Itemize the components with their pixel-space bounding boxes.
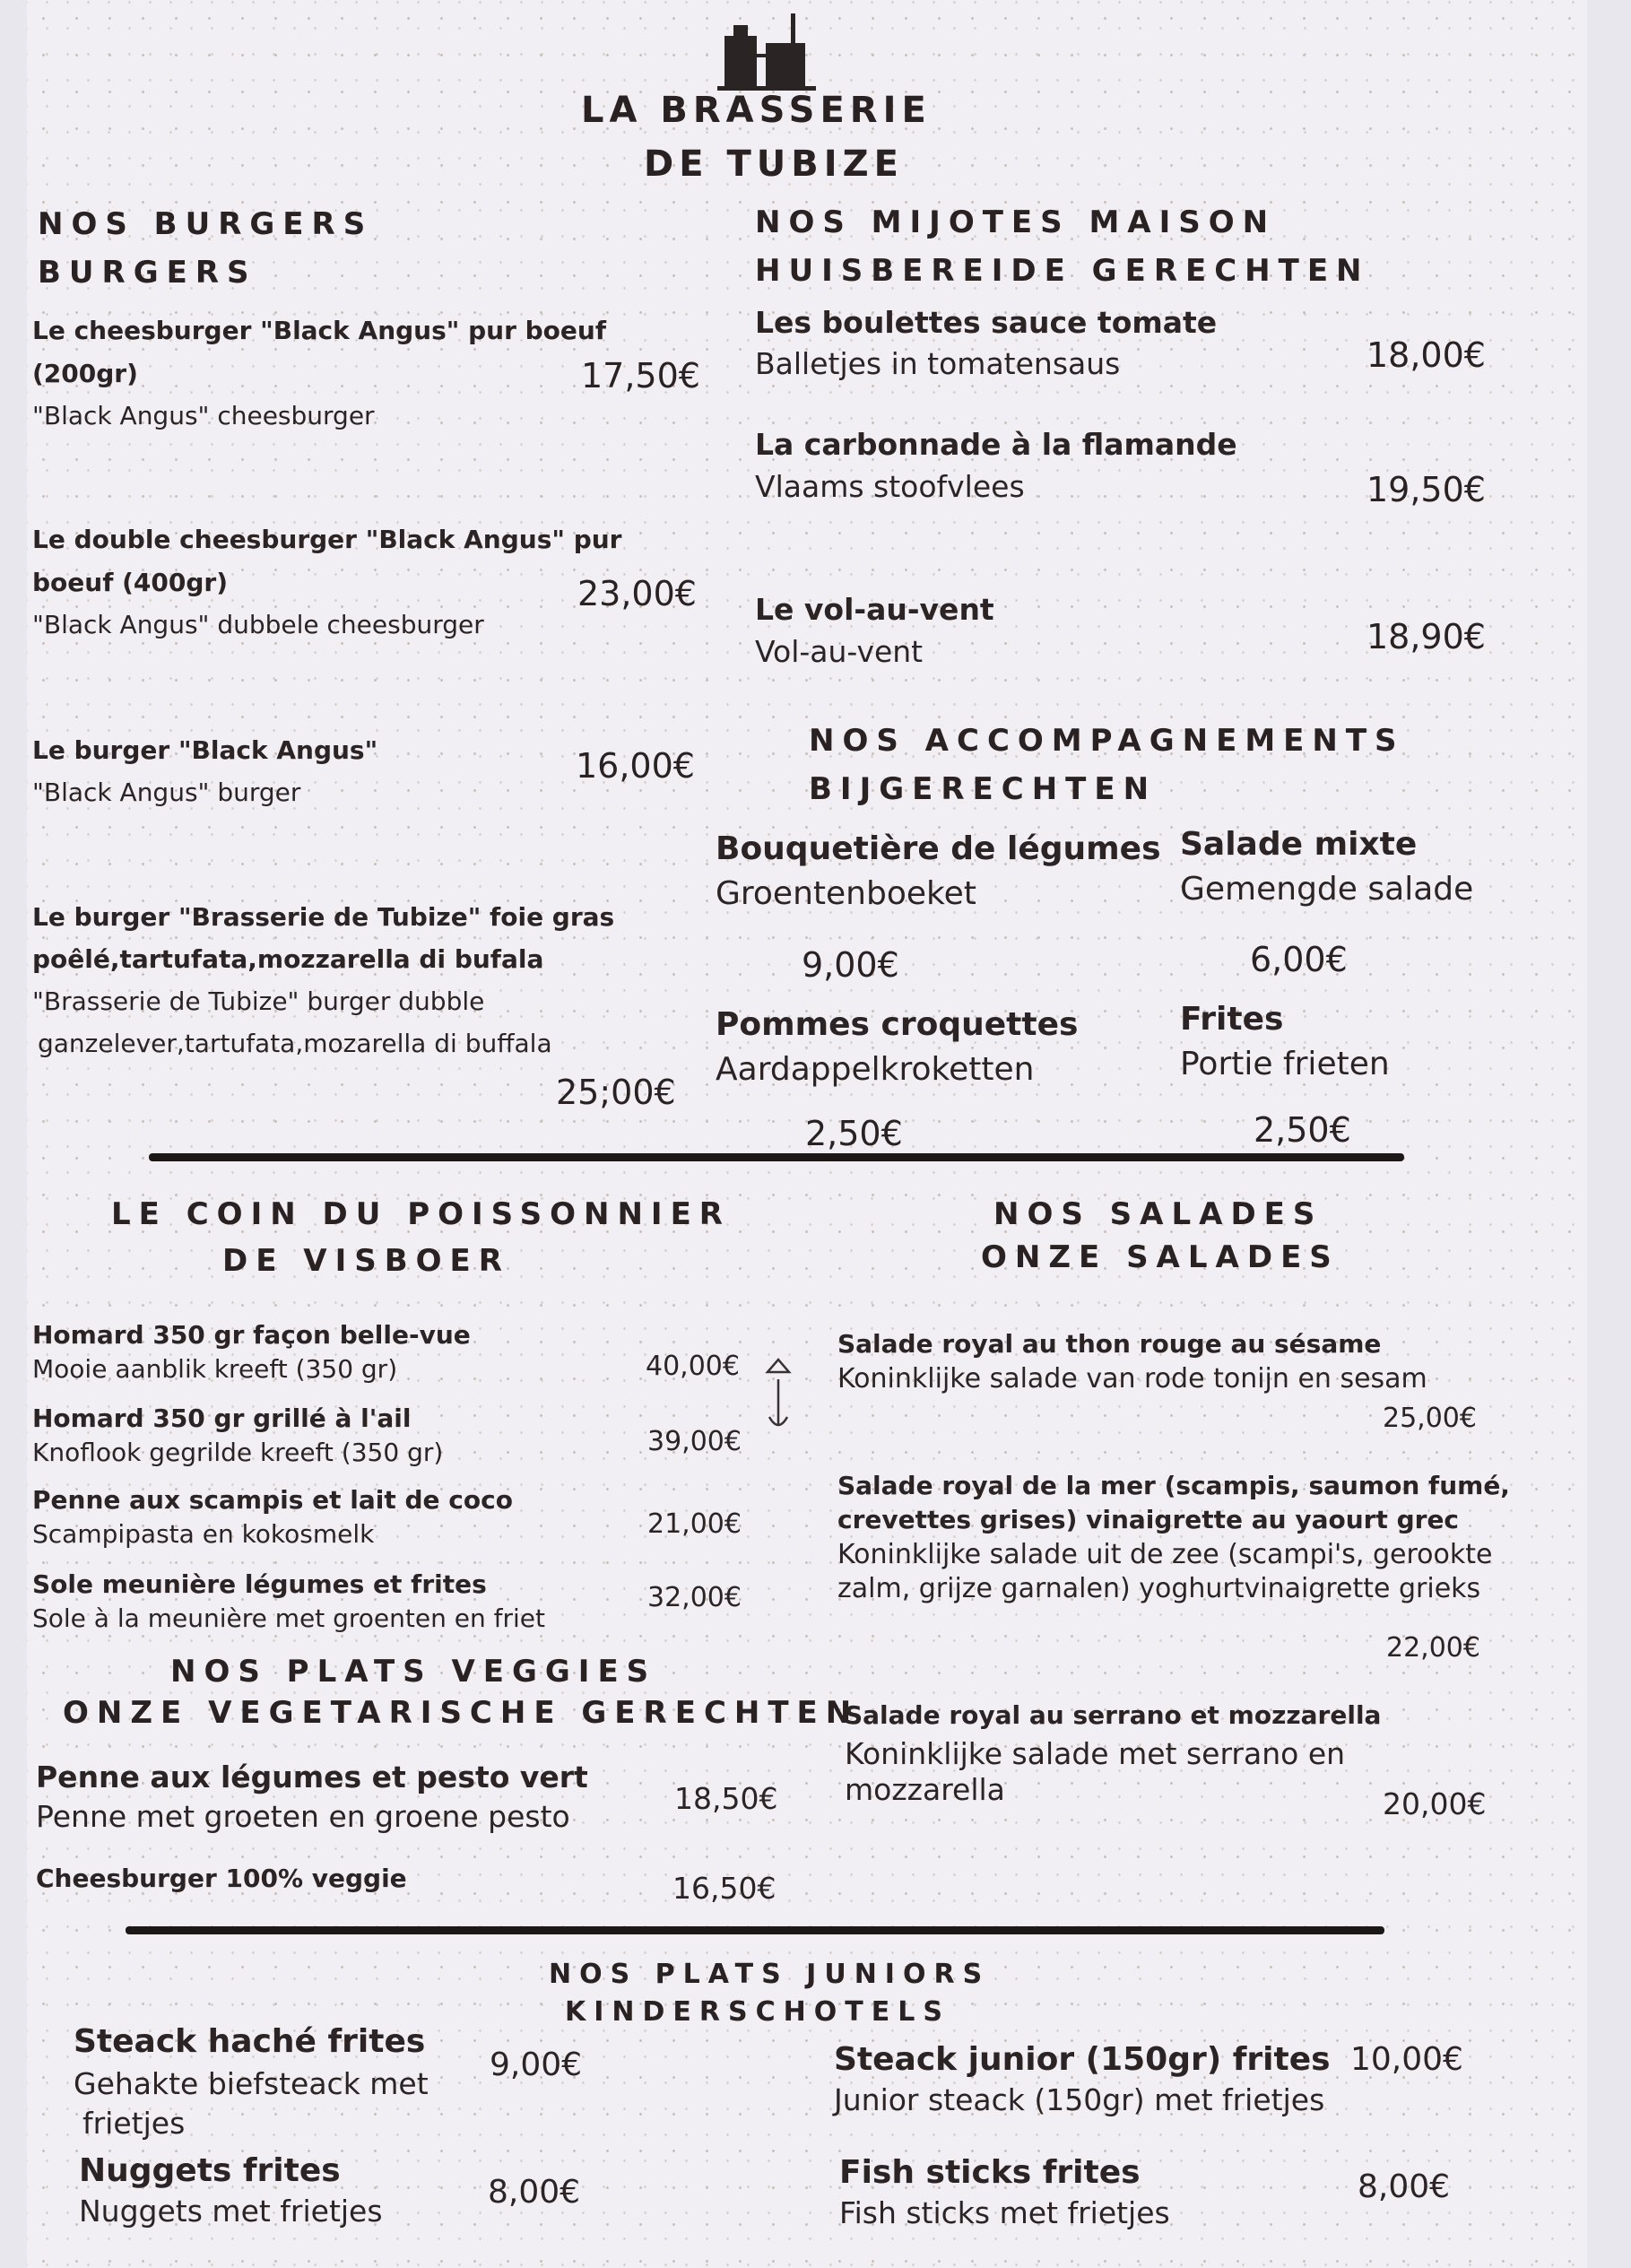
menu-item-translation: Mooie aanblik kreeft (350 gr)	[32, 1354, 398, 1384]
menu-item-name: Le cheesburger "Black Angus" pur boeuf	[32, 316, 607, 345]
menu-item-translation: "Black Angus" cheesburger	[32, 401, 375, 430]
juniors-heading: NOS PLATS JUNIORS	[549, 1959, 991, 1990]
juniors-subheading: KINDERSCHOTELS	[565, 1996, 950, 2028]
menu-item-price: 39,00€	[647, 1426, 742, 1457]
menu-item-price: 16,00€	[576, 746, 695, 786]
menu-item-name: Pommes croquettes	[716, 1006, 1079, 1043]
menu-item-name: Sole meunière légumes et frites	[32, 1569, 487, 1599]
menu-item-translation: Koninklijke salade uit de zee (scampi's, gerookte	[837, 1539, 1493, 1570]
menu-item-price: 18,00€	[1366, 335, 1486, 375]
menu-item-name: Bouquetière de légumes	[716, 830, 1161, 867]
menu-item-name: Le burger "Brasserie de Tubize" foie gras	[32, 902, 615, 932]
menu-item-name: Steack junior (150gr) frites	[834, 2041, 1331, 2078]
menu-item-translation: Scampipasta en kokosmelk	[32, 1519, 375, 1549]
menu-item-translation: Penne met groeten en groene pesto	[36, 1799, 570, 1834]
menu-item-name: poêlé,tartufata,mozzarella di bufala	[32, 944, 544, 974]
menu-item-translation: mozzarella	[845, 1772, 1005, 1807]
menu-item-name: boeuf (400gr)	[32, 568, 229, 597]
menu-item-name: Salade mixte	[1180, 826, 1418, 863]
section-divider	[149, 1153, 1404, 1161]
menu-item-name: Fish sticks frites	[839, 2154, 1141, 2191]
menu-item-price: 10,00€	[1350, 2041, 1463, 2078]
menu-item-name: Salade royal de la mer (scampis, saumon fumé,	[837, 1471, 1510, 1500]
menu-item-translation: "Black Angus" burger	[32, 778, 301, 807]
menu-item-translation: Aardappelkroketten	[716, 1051, 1035, 1088]
menu-item-price: 20,00€	[1383, 1786, 1487, 1821]
menu-item-translation: Koninklijke salade van rode tonijn en sesam	[837, 1363, 1427, 1395]
menu-item-translation: Nuggets met frietjes	[79, 2194, 383, 2229]
menu-item-name: Le burger "Black Angus"	[32, 735, 378, 765]
menu-item-name: Le double cheesburger "Black Angus" pur	[32, 525, 622, 554]
menu-item-name: Penne aux légumes et pesto vert	[36, 1760, 588, 1794]
menu-item-price: 40,00€	[646, 1351, 740, 1382]
restaurant-subtitle: DE TUBIZE	[644, 143, 904, 185]
menu-item-translation: ganzelever,tartufata,mozarella di buffala	[38, 1029, 552, 1058]
menu-item-name: Nuggets frites	[79, 2152, 341, 2189]
menu-item-translation: zalm, grijze garnalen) yoghurtvinaigrette grieks	[837, 1573, 1481, 1604]
menu-item-name: Cheesburger 100% veggie	[36, 1864, 407, 1893]
menu-item-price: 21,00€	[647, 1508, 742, 1540]
menu-item-name: Homard 350 gr façon belle-vue	[32, 1320, 471, 1350]
menu-item-price: 9,00€	[490, 2046, 583, 2083]
menu-item-translation: frietjes	[82, 2106, 186, 2141]
menu-item-price: 25;00€	[556, 1073, 676, 1112]
menu-item-translation: Groentenboeket	[716, 875, 976, 912]
menu-item-name: Steack haché frites	[74, 2023, 426, 2060]
menu-item-name: Les boulettes sauce tomate	[755, 305, 1218, 340]
menu-item-translation: Portie frieten	[1180, 1046, 1390, 1082]
menu-item-translation: Gehakte biefsteack met	[74, 2066, 429, 2101]
menu-item-name: La carbonnade à la flamande	[755, 427, 1237, 462]
menu-item-price: 2,50€	[1254, 1110, 1351, 1150]
sides-subheading: BIJGERECHTEN	[809, 771, 1158, 807]
menu-item-price: 22,00€	[1386, 1632, 1480, 1664]
menu-item-price: 17,50€	[581, 356, 700, 395]
menu-item-name: Le vol-au-vent	[755, 592, 994, 627]
menu-item-translation: Vol-au-vent	[755, 634, 924, 669]
menu-item-translation: Gemengde salade	[1180, 871, 1474, 908]
mijotes-heading: NOS MIJOTES MAISON	[755, 204, 1277, 240]
menu-item-name: Salade royal au thon rouge au sésame	[837, 1329, 1382, 1359]
menu-item-name: Salade royal au serrano et mozzarella	[845, 1700, 1382, 1730]
menu-item-translation: Fish sticks met frietjes	[839, 2195, 1170, 2230]
menu-item-name: (200gr)	[32, 359, 138, 388]
fish-heading: LE COIN DU POISSONNIER	[111, 1196, 731, 1232]
brewery-logo-icon	[717, 9, 816, 91]
menu-item-translation: "Brasserie de Tubize" burger dubble	[32, 986, 485, 1016]
menu-item-translation: "Black Angus" dubbele cheesburger	[32, 610, 484, 639]
veggie-subheading: ONZE VEGETARISCHE GERECHTEN	[63, 1695, 860, 1731]
menu-item-price: 25,00€	[1383, 1403, 1477, 1434]
veggie-heading: NOS PLATS VEGGIES	[170, 1654, 657, 1690]
menu-item-price: 9,00€	[802, 945, 899, 985]
burgers-heading: NOS BURGERS	[38, 206, 374, 242]
menu-item-translation: Vlaams stoofvlees	[755, 469, 1025, 504]
sides-heading: NOS ACCOMPAGNEMENTS	[809, 723, 1405, 759]
menu-item-price: 18,90€	[1366, 617, 1486, 656]
menu-item-price: 8,00€	[488, 2174, 581, 2211]
menu-item-name: Frites	[1180, 1001, 1284, 1038]
menu-item-price: 2,50€	[805, 1114, 903, 1153]
menu-item-price: 19,50€	[1366, 470, 1486, 509]
menu-item-price: 18,50€	[674, 1781, 778, 1816]
section-divider	[126, 1926, 1384, 1934]
menu-item-translation: Balletjes in tomatensaus	[755, 346, 1121, 381]
mijotes-subheading: HUISBEREIDE GERECHTEN	[755, 253, 1370, 289]
menu-item-price: 16,50€	[672, 1871, 776, 1906]
menu-item-translation: Sole à la meunière met groenten en friet	[32, 1603, 545, 1633]
menu-item-name: Penne aux scampis et lait de coco	[32, 1485, 513, 1515]
restaurant-title: LA BRASSERIE	[581, 90, 932, 131]
handwritten-arrow-icon	[760, 1352, 796, 1428]
salads-heading: NOS SALADES	[993, 1196, 1323, 1232]
burgers-subheading: BURGERS	[38, 255, 257, 291]
menu-item-price: 23,00€	[577, 574, 697, 613]
menu-item-translation: Knoflook gegrilde kreeft (350 gr)	[32, 1438, 444, 1467]
menu-item-price: 6,00€	[1250, 940, 1348, 979]
menu-item-translation: Junior steack (150gr) met frietjes	[834, 2082, 1325, 2117]
menu-item-price: 32,00€	[647, 1582, 742, 1613]
menu-item-translation: Koninklijke salade met serrano en	[845, 1736, 1346, 1771]
menu-item-name: crevettes grises) vinaigrette au yaourt grec	[837, 1505, 1460, 1534]
menu-item-price: 8,00€	[1358, 2168, 1451, 2205]
salads-subheading: ONZE SALADES	[981, 1239, 1340, 1275]
fish-subheading: DE VISBOER	[222, 1243, 510, 1279]
menu-item-name: Homard 350 gr grillé à l'ail	[32, 1403, 412, 1433]
